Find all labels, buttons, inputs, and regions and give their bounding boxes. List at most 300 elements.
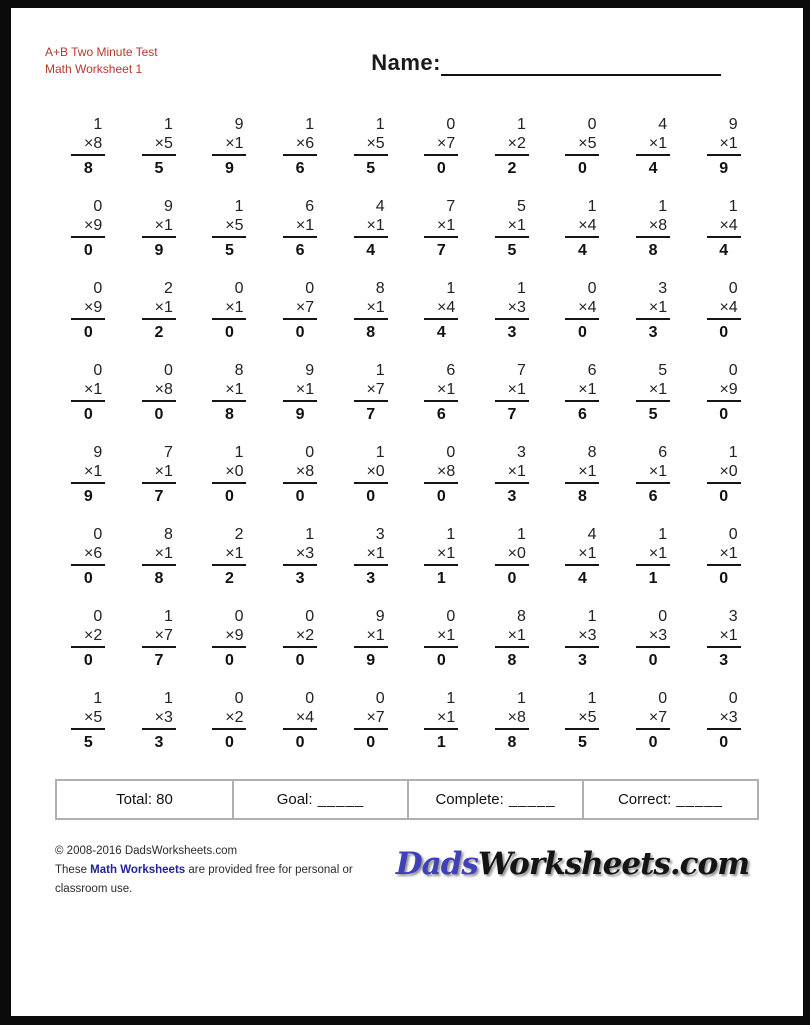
problem-answer: 5 [366,160,376,177]
problem-answer: 1 [436,570,446,587]
problem-answer: 0 [366,488,376,505]
problem-operand-multiplier: ×1 [154,463,173,480]
problem-operand-top: 6 [446,362,456,379]
problem-operand-top: 0 [163,362,173,379]
problem-operands [636,115,670,156]
problem-operand-top: 2 [234,526,244,543]
problem-operands [495,607,529,648]
problem-answer: 6 [648,488,658,505]
problem-operand-multiplier: ×8 [437,463,456,480]
problem-answer: 7 [154,488,164,505]
problem-operand-top: 0 [728,526,738,543]
problem [424,525,458,588]
problem-operands [636,689,670,730]
problem-operand-multiplier: ×9 [719,381,738,398]
problem-operand-multiplier: ×4 [719,217,738,234]
problem-answer: 8 [225,406,234,423]
license-line [55,861,396,899]
problem-operands [71,443,105,484]
problem [495,607,529,670]
problem [283,443,317,506]
problem-operand-top: 0 [446,116,456,133]
problem-operands [424,443,458,484]
problem-operand-top: 6 [658,444,668,461]
problem-operand-multiplier: ×4 [719,299,738,316]
problem-operands [71,361,105,402]
problem-answer: 0 [83,324,93,341]
problem-operand-multiplier: ×1 [437,381,456,398]
problem-operand-multiplier: ×1 [437,709,456,726]
problem-operand-multiplier: ×7 [366,709,385,726]
problem-operands [495,279,529,320]
summary-complete [407,781,582,818]
problem-row [53,279,759,342]
problem-answer: 8 [648,242,658,259]
problem [212,443,246,506]
problem-operand-top: 0 [93,362,103,379]
problem-answer: 1 [648,570,658,587]
problem-answer: 6 [295,160,305,177]
problem-answer: 8 [578,488,587,505]
problem-operands [495,525,529,566]
problem-operand-top: 8 [587,444,597,461]
problem-operands [212,361,246,402]
problem [707,689,741,752]
problem-operand-top: 1 [446,280,456,297]
problem-operand-multiplier: ×1 [719,627,738,644]
problem [424,607,458,670]
problem-answer: 7 [436,242,446,259]
problem-answer: 2 [154,324,164,341]
problem-operand-top: 1 [305,526,315,543]
problem-operand-multiplier: ×7 [648,709,668,726]
problem-answer: 3 [154,734,164,751]
problem-operands [707,443,741,484]
problem [707,525,741,588]
problem-operand-multiplier: ×2 [225,709,244,726]
problem-answer: 0 [295,324,305,341]
copyright-block [55,842,396,899]
problem [283,197,317,260]
problem-answer: 0 [719,570,729,587]
problem-operand-top: 8 [375,280,385,297]
problem-answer: 0 [83,652,93,669]
problem-answer: 0 [719,488,729,505]
problem [283,361,317,424]
summary-correct-blank: _____ [676,791,724,808]
problem [354,525,388,588]
problem [565,361,599,424]
math-worksheets-link[interactable]: Math Worksheets [90,864,186,876]
problem-operand-multiplier: ×1 [507,627,526,644]
name-label: Name: [371,50,441,75]
problem [283,115,317,178]
name-field [371,50,721,76]
problem [354,689,388,752]
problem [283,279,317,342]
problem-operands [212,689,246,730]
problem-operand-top: 0 [93,608,103,625]
problem-operand-multiplier: ×1 [578,463,597,480]
summary-correct [582,781,757,818]
problem [636,279,670,342]
problem-answer: 0 [648,652,658,669]
summary-goal-blank: _____ [317,791,365,808]
problem [142,607,176,670]
problem-operand-top: 1 [516,116,526,133]
problem-operand-top: 0 [658,690,668,707]
problem-operand-multiplier: ×3 [295,545,315,562]
problem-operand-multiplier: ×4 [578,217,597,234]
problem-operand-top: 0 [305,690,315,707]
problem-operands [565,443,599,484]
problem [142,279,176,342]
problem-operand-top: 0 [728,280,738,297]
problem-answer: 1 [436,734,446,751]
problem [71,525,105,588]
problem-answer: 0 [154,406,164,423]
problem-operands [71,689,105,730]
logo-part-com: .com [669,846,749,882]
problem-operand-multiplier: ×7 [295,299,315,316]
problem-answer: 7 [366,406,376,423]
problem-answer: 0 [719,734,729,751]
problem-operands [424,279,458,320]
problem-operand-multiplier: ×8 [295,463,315,480]
problem-operands [142,689,176,730]
problem-operands [283,197,317,238]
problem-operand-multiplier: ×7 [437,135,456,152]
problem [707,361,741,424]
problem-answer: 0 [83,570,93,587]
problem-answer: 0 [83,406,93,423]
problem [71,689,105,752]
problem-operand-multiplier: ×9 [84,299,103,316]
problem-answer: 0 [366,734,376,751]
problem-answer: 5 [83,734,93,751]
problem-operand-top: 1 [587,198,597,215]
problem-operands [142,279,176,320]
logo-part-dads: Dads [395,846,478,882]
problem-operand-top: 7 [516,362,526,379]
problem-answer: 0 [83,242,93,259]
problem-answer: 3 [366,570,376,587]
problem-operand-top: 1 [234,444,244,461]
problem-operand-top: 9 [305,362,315,379]
problem-operands [707,115,741,156]
problem-answer: 3 [295,570,305,587]
problem-operands [354,197,388,238]
problem-answer: 7 [154,652,164,669]
problem-operand-multiplier: ×6 [295,135,315,152]
problem [495,443,529,506]
problem-answer: 9 [83,488,93,505]
summary-complete-label: Complete: [435,791,504,808]
problem-operand-top: 1 [375,444,385,461]
problem-answer: 5 [225,242,234,259]
problem-operand-multiplier: ×6 [84,545,103,562]
problem-operands [212,279,246,320]
problem-operands [495,197,529,238]
problem-operand-top: 0 [446,444,456,461]
problem-operands [354,279,388,320]
problem-answer: 5 [648,406,658,423]
problem-operand-top: 9 [234,116,244,133]
summary-total-label: Total: 80 [116,791,173,808]
problem-operands [495,361,529,402]
problem-operand-top: 0 [234,690,244,707]
problem-operands [495,115,529,156]
problem-operands [354,361,388,402]
problem-operands [565,607,599,648]
problem-operands [707,197,741,238]
problem-answer: 8 [154,570,164,587]
problem-operand-top: 0 [93,280,103,297]
problem-operands [283,607,317,648]
problem-operand-top: 1 [516,690,526,707]
problem-operand-top: 0 [305,444,315,461]
problem-row [53,443,759,506]
problem-answer: 2 [225,570,234,587]
license-prefix: These [55,864,87,876]
problem-operands [142,525,176,566]
problem-answer: 0 [295,734,305,751]
problem-answer: 4 [719,242,729,259]
summary-correct-label: Correct: [617,791,672,808]
problem [71,279,105,342]
dadsworksheets-logo[interactable] [396,844,749,884]
problem [142,197,176,260]
problem-operand-multiplier: ×3 [578,627,597,644]
problem-operands [142,443,176,484]
problem [71,197,105,260]
problem-operand-top: 4 [658,116,668,133]
problem-operand-multiplier: ×5 [84,709,103,726]
problem-row [53,607,759,670]
problem [636,115,670,178]
problem [424,197,458,260]
problem-operand-multiplier: ×8 [84,135,103,152]
problem [424,279,458,342]
problem-operand-multiplier: ×1 [366,627,385,644]
problem-operand-multiplier: ×2 [295,627,315,644]
problem-operands [636,197,670,238]
problem-operand-multiplier: ×8 [648,217,668,234]
problem-answer: 0 [719,406,729,423]
problem [424,361,458,424]
problem-operands [354,443,388,484]
problem [283,689,317,752]
problem-answer: 0 [648,734,658,751]
problem-operands [495,689,529,730]
problem-operands [565,525,599,566]
problem [212,607,246,670]
problem-answer: 0 [719,324,729,341]
problem-operands [71,607,105,648]
problem-operands [142,607,176,648]
problem-operand-top: 0 [728,690,738,707]
problem-operands [707,361,741,402]
problem-operand-top: 1 [163,608,173,625]
problem-operand-multiplier: ×5 [578,709,597,726]
copyright-line: © 2008-2016 DadsWorksheets.com [55,845,238,857]
problem-operand-top: 8 [516,608,526,625]
problem-operands [71,525,105,566]
problem-answer: 9 [154,242,164,259]
problem-operand-top: 1 [305,116,315,133]
problem [565,443,599,506]
problem-operand-top: 6 [587,362,597,379]
problem [354,115,388,178]
problem-operand-top: 1 [587,608,597,625]
problem-operand-multiplier: ×9 [225,627,244,644]
problem [354,361,388,424]
problem-operand-top: 2 [163,280,173,297]
problem-operand-multiplier: ×3 [507,299,526,316]
problem-operand-top: 4 [587,526,597,543]
problem [212,525,246,588]
problem [495,361,529,424]
problem [565,689,599,752]
problem-operand-top: 0 [375,690,385,707]
problem-operand-top: 9 [93,444,103,461]
problem-operand-multiplier: ×1 [84,463,103,480]
problem [212,361,246,424]
problem-operand-top: 5 [516,198,526,215]
problem-answer: 8 [507,734,517,751]
problem-operand-multiplier: ×7 [366,381,385,398]
problem-answer: 3 [578,652,587,669]
problem-operand-multiplier: ×1 [295,217,315,234]
problem-answer: 4 [648,160,658,177]
problem-answer: 4 [366,242,376,259]
problem-operand-top: 1 [587,690,597,707]
problem-operand-multiplier: ×1 [578,545,597,562]
problem-operand-multiplier: ×1 [295,381,315,398]
problem-row [53,361,759,424]
problem-operand-multiplier: ×1 [648,381,668,398]
problem-operand-multiplier: ×4 [578,299,597,316]
problem-operands [283,443,317,484]
problem-operand-top: 0 [234,608,244,625]
problem-operand-top: 0 [587,280,597,297]
problem [707,279,741,342]
problem-operands [212,525,246,566]
problem-answer: 7 [507,406,517,423]
problem-operand-multiplier: ×0 [507,545,526,562]
problem-operand-top: 0 [658,608,668,625]
summary-total [57,781,232,818]
problem [495,689,529,752]
problem-operand-top: 8 [234,362,244,379]
problems-grid [53,115,759,752]
problem-operand-multiplier: ×3 [719,709,738,726]
problem-operand-top: 1 [234,198,244,215]
problem [495,525,529,588]
header [45,44,773,78]
problem [71,607,105,670]
problem [495,197,529,260]
problem-operand-multiplier: ×1 [154,217,173,234]
problem-operand-multiplier: ×1 [437,545,456,562]
problem-operand-top: 9 [163,198,173,215]
problem-operand-multiplier: ×1 [507,217,526,234]
problem-operand-top: 0 [728,362,738,379]
problem-answer: 6 [578,406,587,423]
problem-operands [354,115,388,156]
problem [495,115,529,178]
problem-row [53,197,759,260]
problem [636,689,670,752]
problem-operand-top: 1 [728,444,738,461]
problem-operands [636,279,670,320]
problem [142,689,176,752]
problem-operands [212,197,246,238]
problem-operand-top: 1 [516,526,526,543]
problem-operand-multiplier: ×8 [507,709,526,726]
problem-answer: 6 [436,406,446,423]
problem-operand-top: 1 [446,690,456,707]
problem-operand-multiplier: ×1 [437,217,456,234]
problem [212,689,246,752]
problem [707,607,741,670]
problem-operands [424,525,458,566]
problem-operands [636,361,670,402]
problem-operand-multiplier: ×1 [225,545,244,562]
problem-answer: 9 [225,160,234,177]
problem-answer: 8 [83,160,93,177]
problem-operand-top: 0 [446,608,456,625]
problem-answer: 5 [578,734,587,751]
license-suffix: are provided free for personal or classroom use. [55,864,353,895]
problem-answer: 9 [366,652,376,669]
problem-operand-top: 1 [658,526,668,543]
problem-operand-multiplier: ×5 [225,217,244,234]
problem [565,279,599,342]
problem-operand-multiplier: ×1 [648,299,668,316]
problem-operands [565,279,599,320]
problem-operand-top: 1 [163,690,173,707]
problem-operands [565,115,599,156]
name-blank-line [441,50,721,76]
problem-answer: 8 [507,652,517,669]
problem-answer: 0 [295,488,305,505]
problem-operands [142,197,176,238]
problem-operand-top: 6 [305,198,315,215]
worksheet-title-line1: A+B Two Minute Test [45,45,158,59]
problem [354,443,388,506]
problem-operand-multiplier: ×5 [366,135,385,152]
problem-answer: 4 [578,242,587,259]
problem-operand-top: 3 [728,608,738,625]
problem-operands [424,689,458,730]
problem-operands [565,197,599,238]
problem-answer: 3 [648,324,658,341]
problem [636,361,670,424]
problem [636,525,670,588]
problem [565,525,599,588]
problem-answer: 0 [436,652,446,669]
logo-part-worksheets: Worksheets [477,846,670,882]
summary-complete-blank: _____ [508,791,556,808]
problem [354,607,388,670]
problem-answer: 0 [225,488,234,505]
problem-operand-top: 7 [163,444,173,461]
problem-operand-multiplier: ×0 [366,463,385,480]
problem-operand-top: 4 [375,198,385,215]
problem-operand-multiplier: ×1 [225,135,244,152]
problem [283,607,317,670]
